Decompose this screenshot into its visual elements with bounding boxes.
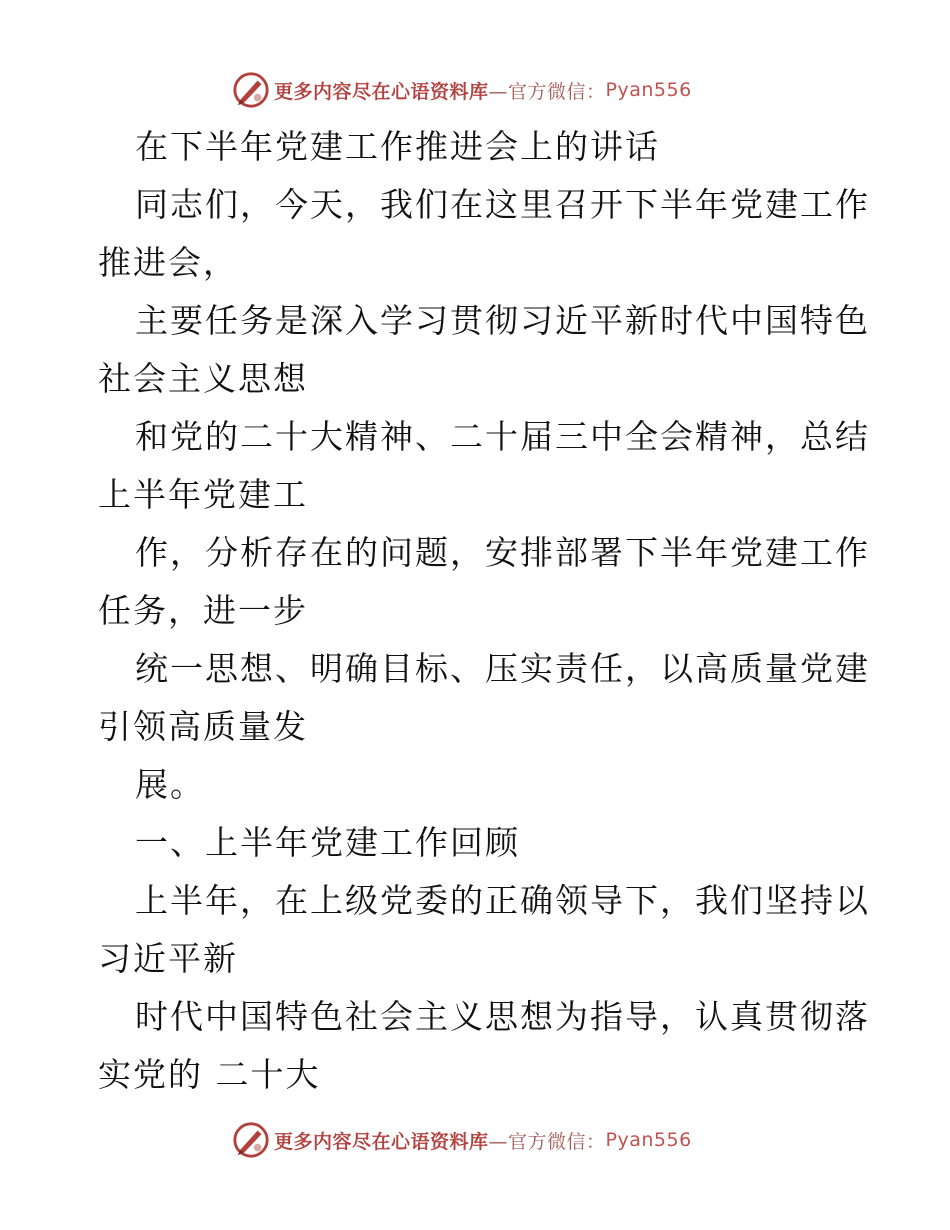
paragraph-line: 上半年党建工 [98, 475, 308, 514]
paragraph-line: 推进会， [98, 243, 238, 282]
paragraph-line: 作，分析存在的问题，安排部署下半年党建工作 [135, 533, 870, 572]
paragraph-line: 和党的二十大精神、二十届三中全会精神，总结 [135, 417, 870, 456]
paragraph-line: 实党的 二十大 [98, 1055, 321, 1094]
footer-banner [232, 1120, 692, 1160]
document-title: 在下半年党建工作推进会上的讲话 [135, 127, 660, 166]
banner-wechat-id: Pyan556 [605, 79, 692, 101]
banner-wechat-id: Pyan556 [605, 1129, 692, 1151]
paragraph-line: 展。 [135, 765, 205, 804]
header-banner [232, 70, 692, 110]
paragraph-line: 引领高质量发 [98, 707, 308, 746]
paragraph-line: 统一思想、明确目标、压实责任，以高质量党建 [135, 649, 870, 688]
pen-logo-icon [232, 1121, 270, 1159]
paragraph-line: 任务，进一步 [98, 591, 308, 630]
paragraph-line: 上半年，在上级党委的正确领导下，我们坚持以 [135, 881, 870, 920]
banner-main-text: 更多内容尽在心语资料库 [274, 80, 489, 103]
paragraph-line: 主要任务是深入学习贯彻习近平新时代中国特色 [135, 301, 870, 340]
pen-logo-icon [232, 71, 270, 109]
banner-wechat-label: —官方微信： [488, 1130, 606, 1153]
banner-wechat-label: —官方微信： [488, 80, 606, 103]
paragraph-line: 时代中国特色社会主义思想为指导，认真贯彻落 [135, 997, 870, 1036]
paragraph-line: 同志们，今天，我们在这里召开下半年党建工作 [135, 185, 870, 224]
paragraph-line: 社会主义思想 [98, 359, 308, 398]
section-heading: 一、上半年党建工作回顾 [135, 823, 520, 862]
banner-main-text: 更多内容尽在心语资料库 [274, 1130, 489, 1153]
paragraph-line: 习近平新 [98, 939, 238, 978]
